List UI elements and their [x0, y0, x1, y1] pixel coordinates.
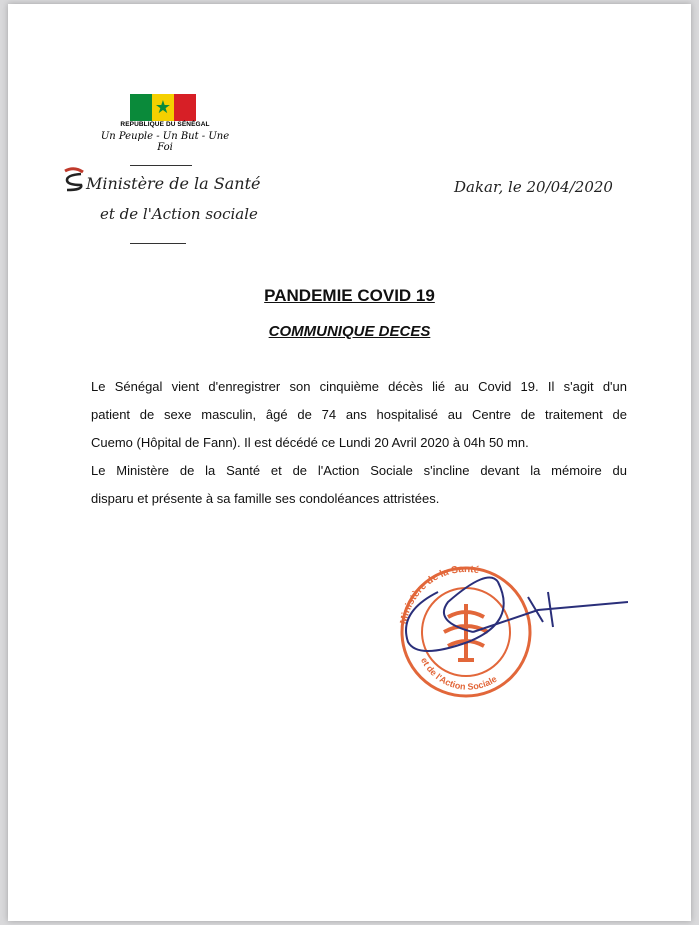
document-title: PANDEMIE COVID 19: [264, 286, 435, 305]
signature-icon: [406, 578, 628, 652]
document-page: [8, 4, 691, 921]
document-subtitle: COMMUNIQUE DECES: [268, 323, 431, 340]
ministry-name-line2: et de l'Action sociale: [100, 205, 258, 223]
body-line: Le Sénégal vient d'enregistrer son cinquième décès lié au Covid 19. Il s'agit d'un: [91, 379, 627, 394]
body-line: Cuemo (Hôpital de Fann). Il est décédé ce Lundi 20 Avril 2020 à 04h 50 mn.: [91, 435, 529, 450]
ministry-logo-icon: [59, 165, 89, 195]
official-stamp-and-signature: [378, 562, 628, 702]
national-motto: Un Peuple - Un But - Une Foi: [100, 131, 230, 153]
stamp-lettering: Ministère de la Santé: [398, 563, 481, 626]
header-divider-top: [130, 165, 192, 166]
communique-body: [91, 373, 627, 513]
republic-label: REPUBLIQUE DU SÉNÉGAL: [120, 121, 210, 128]
senegal-flag-icon: ★: [130, 94, 196, 121]
body-line: Le Ministère de la Santé et de l'Action Sociale s'incline devant la mémoire du: [91, 463, 627, 478]
svg-text:et de l'Action Sociale: et de l'Action Sociale: [418, 655, 499, 692]
header-divider-bottom: [130, 243, 186, 244]
ministry-name-line1: Ministère de la Santé: [86, 174, 261, 193]
body-line: disparu et présente à sa famille ses condoléances attristées.: [91, 491, 440, 506]
place-and-date: Dakar, le 20/04/2020: [454, 178, 613, 196]
body-line: patient de sexe masculin, âgé de 74 ans hospitalisé au Centre de traitement de: [91, 407, 627, 422]
